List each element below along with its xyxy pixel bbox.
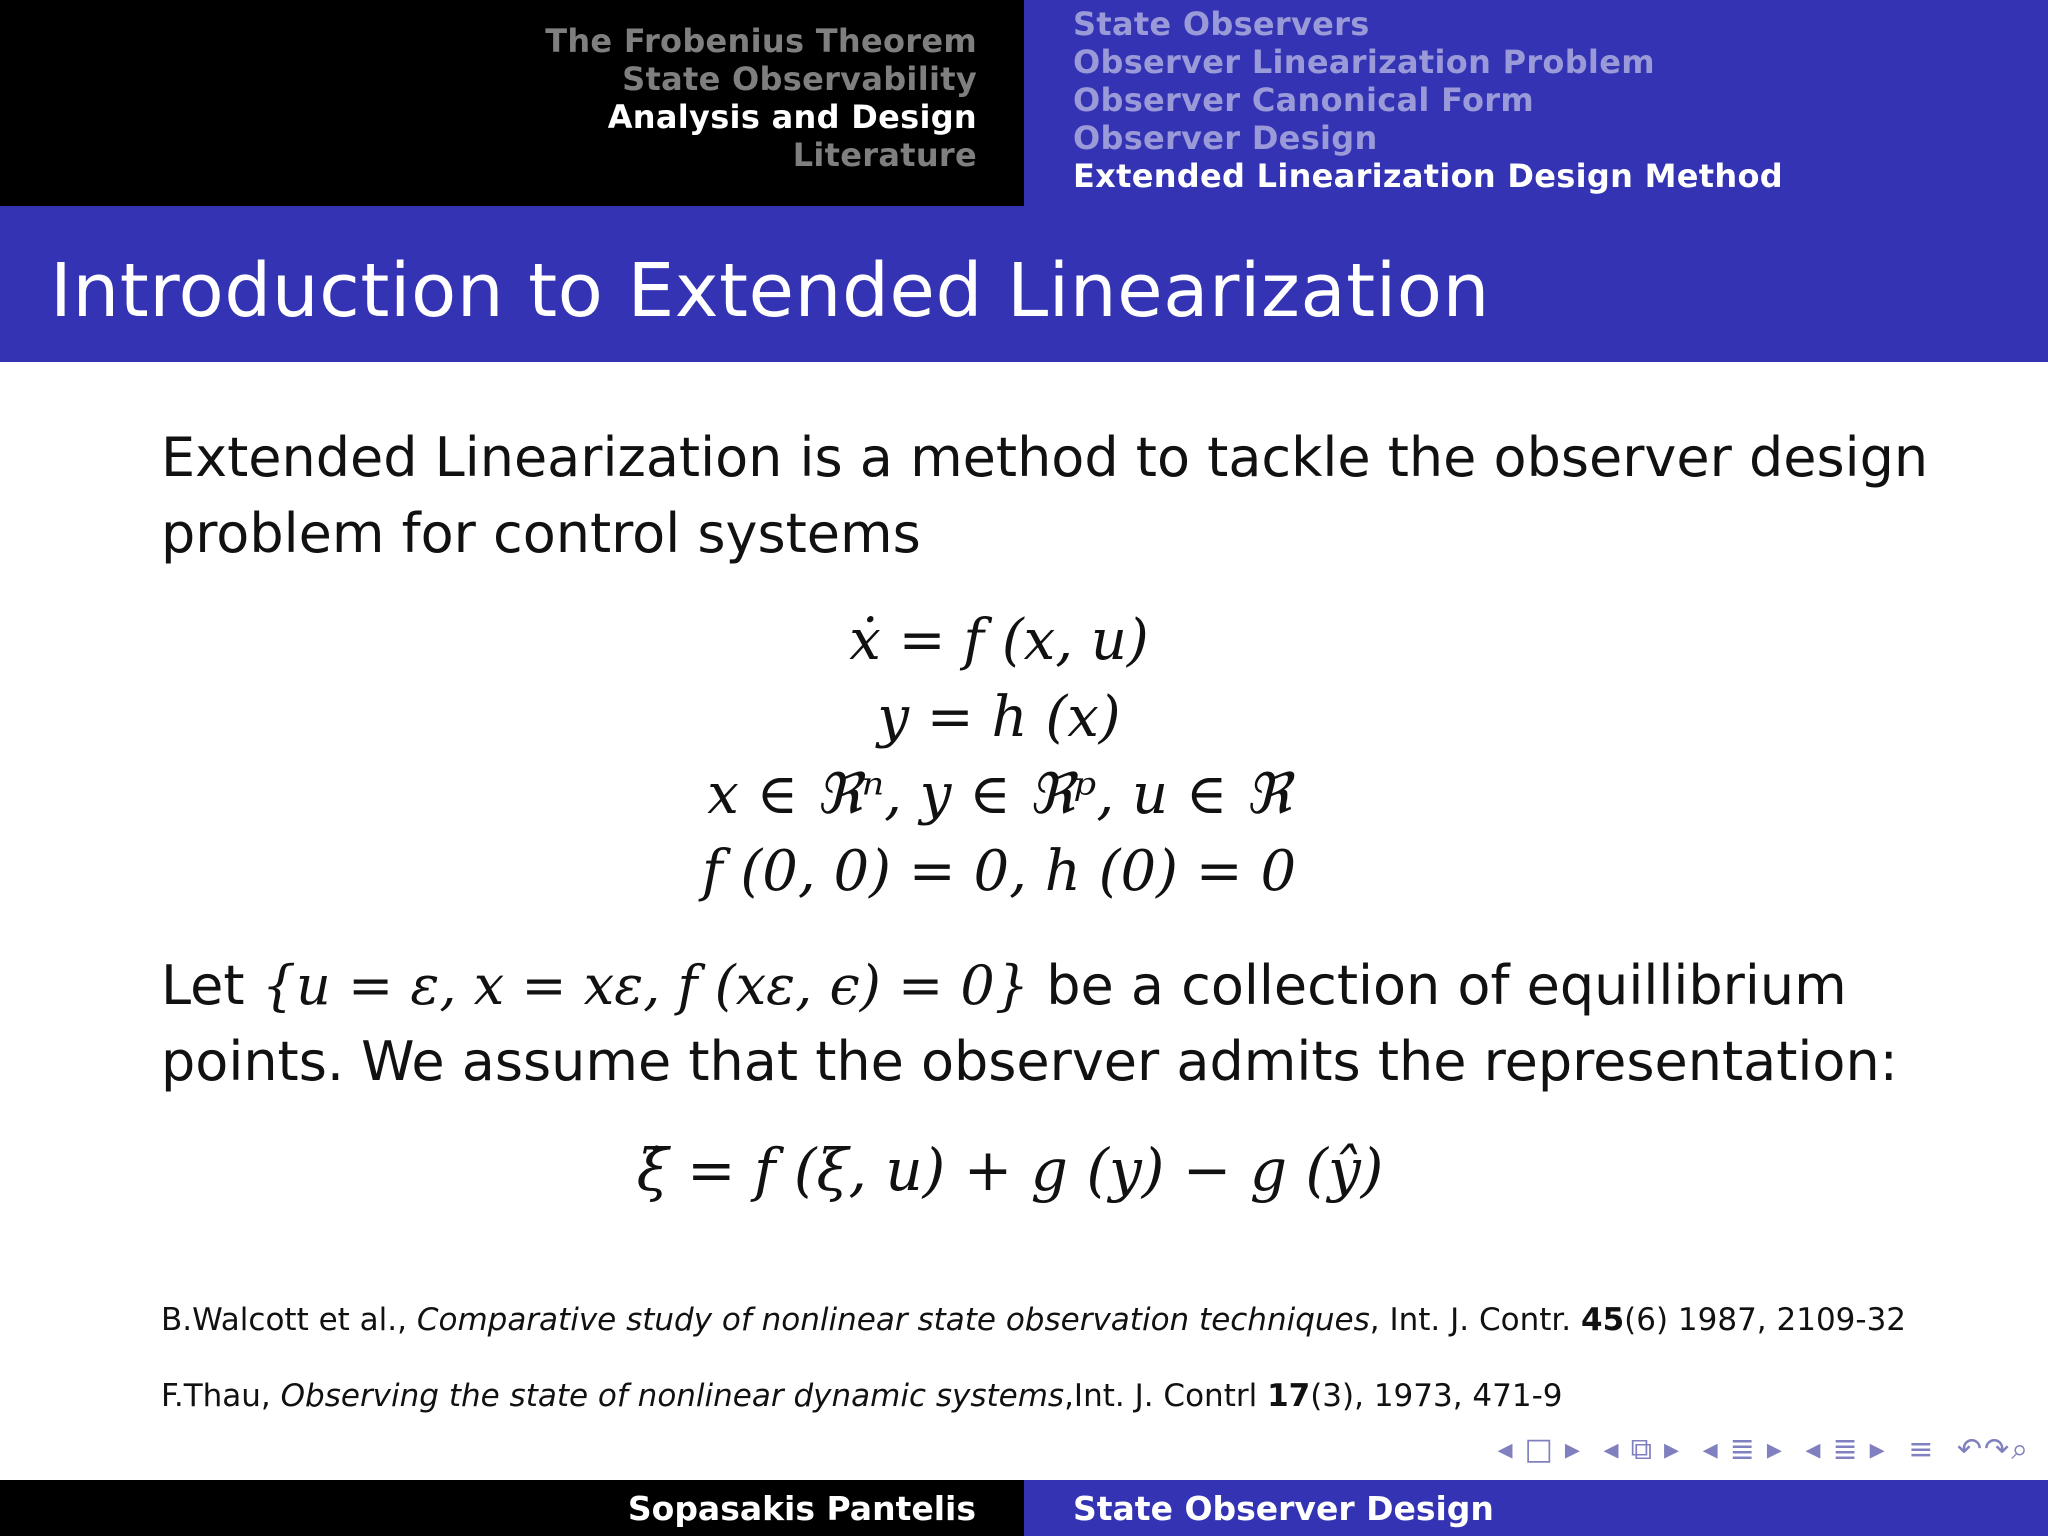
ref-volume: 17 xyxy=(1267,1378,1311,1414)
header-bar xyxy=(0,0,2048,206)
nav-section-literature[interactable]: Literature xyxy=(792,136,977,174)
ref-title: Observing the state of nonlinear dynamic systems xyxy=(280,1378,1065,1414)
slide-content xyxy=(161,420,1941,1230)
ref-volume: 45 xyxy=(1581,1302,1625,1338)
search-icon[interactable]: ↶↷⌕ xyxy=(1956,1432,2030,1467)
ref-details: (6) 1987, 2109-32 xyxy=(1624,1302,1907,1338)
domain-equation: x ∈ ℜⁿ, y ∈ ℜᵖ, u ∈ ℜ xyxy=(707,762,1291,827)
nav-subsection-observer-design[interactable]: Observer Design xyxy=(1073,119,1378,157)
prev-subframe-icon[interactable]: ◂ xyxy=(1603,1432,1621,1467)
footer-right xyxy=(1024,1480,2048,1536)
footer-bar xyxy=(0,1480,2048,1536)
prev-section-icon[interactable]: ◂ xyxy=(1702,1432,1720,1467)
intro-paragraph: Extended Linearization is a method to tackle the observer design problem for control systems xyxy=(161,426,1929,565)
section-navigation xyxy=(545,22,977,174)
slide-title: Introduction to Extended Linearization xyxy=(50,248,1490,334)
beamer-navigation-symbols xyxy=(1487,1432,2030,1467)
ref-title: Comparative study of nonlinear state observation techniques xyxy=(416,1302,1370,1338)
references xyxy=(161,1300,2021,1452)
ref-details: (3), 1973, 471-9 xyxy=(1310,1378,1563,1414)
next-subframe-icon[interactable]: ▸ xyxy=(1664,1432,1682,1467)
equilibrium-description: be a collection of equillibrium points. We assume that the observer admits the representation: xyxy=(161,954,1898,1093)
let-text: Let xyxy=(161,954,262,1017)
ref-journal: , Int. J. Contr. xyxy=(1369,1302,1581,1338)
nav-section-observability[interactable]: State Observability xyxy=(622,60,977,98)
equilibrium-paragraph xyxy=(161,948,1941,1100)
ref-authors: B.Walcott et al., xyxy=(161,1302,417,1338)
nav-subsection-state-observers[interactable]: State Observers xyxy=(1073,5,1370,43)
nav-subsection-observer-linearization[interactable]: Observer Linearization Problem xyxy=(1073,43,1655,81)
subsection-navigation xyxy=(1073,5,1783,195)
nav-section-frobenius[interactable]: The Frobenius Theorem xyxy=(545,22,977,60)
system-equations xyxy=(109,602,1889,910)
toc-icon[interactable]: ≡ xyxy=(1908,1432,1936,1467)
prev-subsection-icon[interactable]: ◂ xyxy=(1805,1432,1823,1467)
header-right xyxy=(1024,0,2048,206)
equilibrium-condition: f (0, 0) = 0, h (0) = 0 xyxy=(701,839,1297,904)
footer-left xyxy=(0,1480,1024,1536)
footer-short-title: State Observer Design xyxy=(1073,1489,1494,1528)
ref-journal: ,Int. J. Contrl xyxy=(1064,1378,1268,1414)
prev-frame-icon[interactable]: ◂ xyxy=(1497,1432,1515,1467)
next-section-icon[interactable]: ▸ xyxy=(1766,1432,1784,1467)
nav-subsection-canonical-form[interactable]: Observer Canonical Form xyxy=(1073,81,1534,119)
footer-author: Sopasakis Pantelis xyxy=(627,1489,976,1528)
next-subsection-icon[interactable]: ▸ xyxy=(1869,1432,1887,1467)
reference-walcott xyxy=(161,1300,2021,1340)
section-icon[interactable]: ≣ xyxy=(1729,1432,1757,1467)
ref-authors: F.Thau, xyxy=(161,1378,281,1414)
subsection-icon[interactable]: ≣ xyxy=(1832,1432,1860,1467)
state-equation: ẋ = f (x, u) xyxy=(849,608,1149,673)
output-equation: y = h (x) xyxy=(877,685,1121,750)
nav-section-analysis-design[interactable]: Analysis and Design xyxy=(607,98,977,136)
subframe-icon[interactable]: ⧉ xyxy=(1630,1432,1654,1467)
equilibrium-set: {u = ε, x = xε, f (xε, ϵ) = 0} xyxy=(261,954,1030,1017)
next-frame-icon[interactable]: ▸ xyxy=(1564,1432,1582,1467)
frame-icon[interactable]: □ xyxy=(1524,1432,1555,1467)
observer-equation: ξ̇ = f (ξ, u) + g (y) − g (ŷ) xyxy=(636,1136,1384,1204)
header-left xyxy=(0,0,1024,206)
reference-thau xyxy=(161,1376,2021,1416)
nav-subsection-extended-linearization[interactable]: Extended Linearization Design Method xyxy=(1073,157,1783,195)
frame-title-bar xyxy=(0,206,2048,362)
